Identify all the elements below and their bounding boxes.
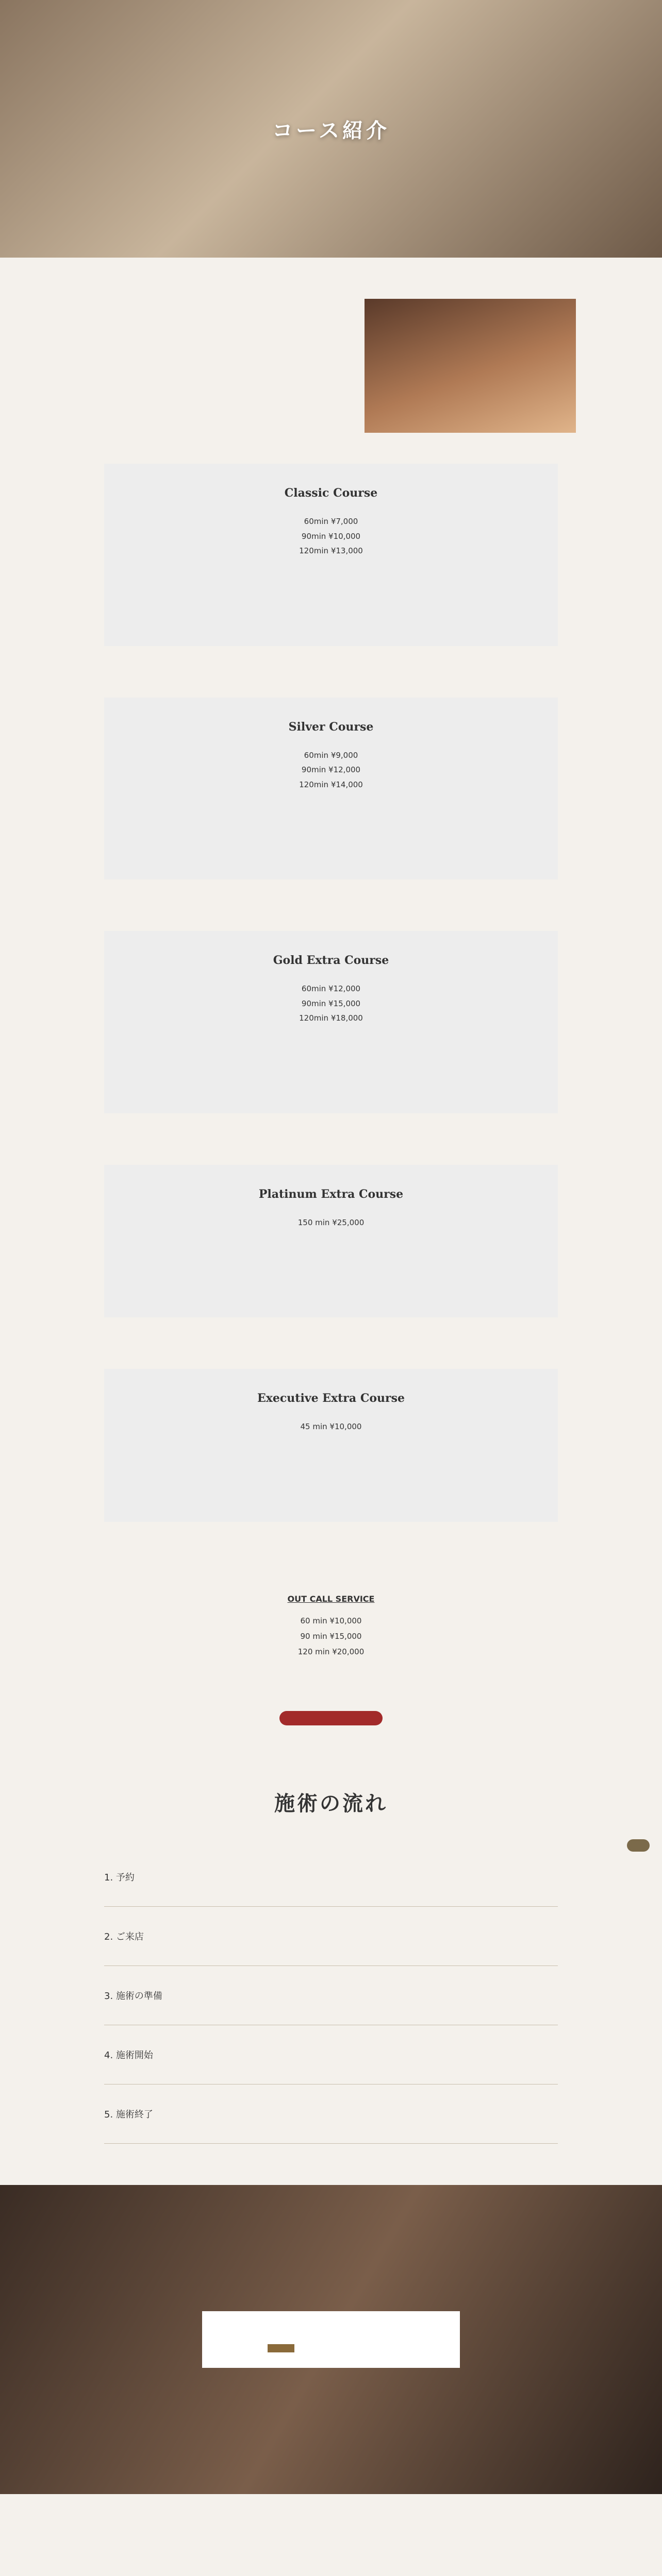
flow-step-description — [207, 1990, 558, 2001]
flow-step-description — [207, 2049, 558, 2060]
course-description — [135, 592, 527, 623]
course-name: Executive Extra Course — [257, 1392, 405, 1405]
flow-step-description — [207, 1872, 558, 1882]
intro-text — [86, 299, 303, 433]
course-lead — [135, 1448, 527, 1458]
course-price: 120min ¥14,000 — [299, 779, 363, 789]
course-price-list — [135, 514, 527, 558]
flow-step-name: 4. 施術開始 — [104, 2049, 153, 2061]
flow-steps — [104, 1848, 558, 2144]
flow-step-name: 3. 施術の準備 — [104, 1990, 162, 2002]
course-price: 60min ¥12,000 — [301, 984, 361, 993]
intro-section — [0, 258, 662, 464]
page-title: コース紹介 — [272, 118, 390, 143]
course-card — [104, 464, 558, 646]
course-price: 90min ¥15,000 — [301, 998, 361, 1008]
course-description — [135, 1468, 527, 1499]
flow-section — [104, 1787, 558, 2144]
course-price: 90min ¥12,000 — [301, 765, 361, 774]
course-description — [135, 1264, 527, 1295]
flow-step-name: 1. 予約 — [104, 1872, 135, 1883]
course-card — [104, 698, 558, 880]
contact-columns — [218, 2337, 444, 2352]
course-card — [104, 1165, 558, 1318]
course-name: Silver Course — [288, 720, 374, 734]
course-price: 45 min ¥10,000 — [300, 1422, 362, 1431]
flow-step-description — [207, 1931, 558, 1941]
outcall-section — [104, 1573, 558, 1680]
contact-box — [202, 2311, 460, 2368]
outcall-price-list — [104, 1613, 558, 1659]
course-card — [104, 931, 558, 1113]
course-description — [135, 1060, 527, 1091]
outcall-price: 60 min ¥10,000 — [300, 1616, 362, 1625]
course-price: 90min ¥10,000 — [301, 531, 361, 541]
contact-form-column — [268, 2337, 294, 2352]
contact-band — [0, 2185, 662, 2494]
course-price-list — [135, 981, 527, 1026]
course-description — [135, 826, 527, 857]
flow-step-name: 2. ご来店 — [104, 1931, 144, 1942]
flow-title: 施術の流れ — [274, 1791, 388, 1816]
chat-button[interactable] — [627, 1839, 650, 1852]
course-lead — [135, 572, 527, 582]
course-lead — [135, 805, 527, 816]
course-price-list — [135, 1419, 527, 1434]
course-name: Classic Course — [284, 486, 378, 500]
outcall-title[interactable]: OUT CALL SERVICE — [287, 1594, 375, 1604]
outcall-price: 90 min ¥15,000 — [300, 1631, 362, 1641]
contact-form-button[interactable] — [268, 2344, 294, 2352]
flow-step-description — [207, 2109, 558, 2119]
flow-step-name: 5. 施術終了 — [104, 2109, 153, 2120]
outcall-price: 120 min ¥20,000 — [297, 1647, 365, 1656]
course-lead — [135, 1039, 527, 1049]
hero-banner — [0, 0, 662, 258]
course-card — [104, 1369, 558, 1522]
course-price-list — [135, 748, 527, 792]
course-price: 120min ¥18,000 — [299, 1013, 363, 1023]
flow-step — [104, 1907, 558, 1966]
course-name: Platinum Extra Course — [258, 1187, 404, 1201]
course-list — [0, 464, 662, 1522]
flow-step — [104, 1848, 558, 1907]
course-price: 120min ¥13,000 — [299, 546, 363, 555]
reserve-button[interactable] — [279, 1711, 383, 1725]
course-price: 60min ¥7,000 — [304, 517, 358, 526]
course-price: 60min ¥9,000 — [304, 750, 358, 760]
flow-step — [104, 2025, 558, 2084]
course-price: 150 min ¥25,000 — [297, 1217, 365, 1227]
course-price-list — [135, 1215, 527, 1230]
intro-photo — [365, 299, 576, 433]
flow-step — [104, 2084, 558, 2144]
course-lead — [135, 1243, 527, 1253]
flow-step — [104, 1966, 558, 2025]
course-name: Gold Extra Course — [273, 954, 389, 967]
